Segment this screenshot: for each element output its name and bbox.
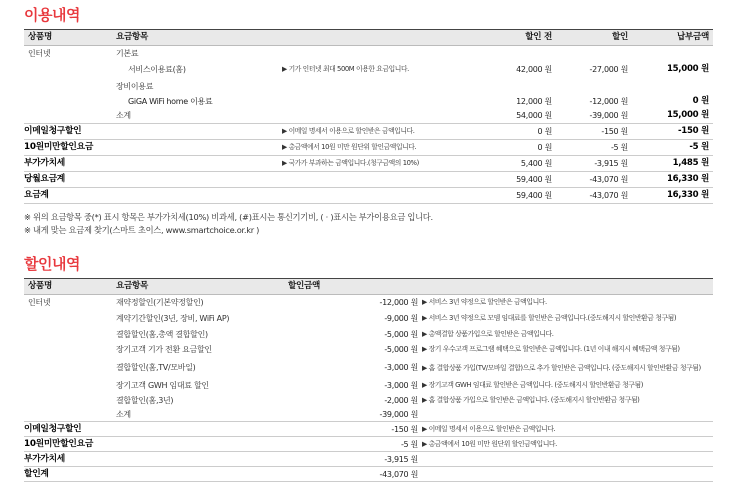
discount-section-title: 할인내역 [24,255,80,273]
discount-note: ▶ 총금액에서 10원 미만 원단위 할인금액입니다. [422,437,713,452]
item-label: 장비이용료 [116,81,154,91]
item-label [112,188,282,204]
table-row [24,140,713,156]
table-row [24,437,713,452]
item-label: 장기고객 GWH 임대료 할인 [116,380,209,390]
table-row-total [24,188,713,204]
discount-note: ▶ 서비스 3년 약정으로 할인받은 금액입니다. [422,297,547,306]
amount-before: 59,400 원 [490,172,556,188]
table-row [24,61,713,79]
amount-pay [632,46,713,61]
product-name [24,342,112,358]
col-header-product: 상품명 [24,279,112,295]
item-label [112,156,282,172]
item-label: 서비스이용료(홈) [128,65,186,74]
item-label: 소계 [112,109,282,124]
item-label: 결합할인(홈,TV/모바일) [116,363,196,372]
item-label: 소계 [112,408,262,422]
discount-note [422,408,713,422]
product-name: 부가가치세 [24,452,112,467]
usage-header-row [24,30,713,46]
amount-discount: -150 원 [556,124,632,140]
product-name [24,61,112,79]
product-name [24,94,112,109]
amount-before: 42,000 원 [516,65,552,74]
item-label: GiGA WiFi home 이용료 [128,96,213,106]
amount-pay: 1,485 원 [632,156,713,172]
amount-discount: -43,070 원 [556,188,632,204]
col-header-before: 할인 전 [490,30,556,46]
col-header-item: 요금항목 [112,279,262,295]
item-note: ▶ 이메일 명세서 이용으로 할인받은 금액입니다. [282,124,490,140]
product-name: 이메일청구할인 [24,124,112,140]
table-row [24,94,713,109]
product-name [24,393,112,408]
usage-note-line: ※ 내게 맞는 요금제 찾기(스마트 초이스, www.smartchoice.or.kr ) [24,225,260,235]
discount-amount: -9,000 원 [384,313,418,323]
col-header-item: 요금항목 [112,30,282,46]
product-name [24,310,112,327]
item-note: ▶ 총금액에서 10원 미만 원단위 할인금액입니다. [282,140,490,156]
discount-amount: -39,000 원 [262,408,422,422]
item-note [282,109,490,124]
amount-discount: -43,070 원 [556,172,632,188]
amount-before: 0 원 [490,140,556,156]
table-row [24,358,713,378]
amount-discount [556,46,632,61]
amount-pay: 16,330 원 [632,188,713,204]
amount-pay: 15,000 원 [632,109,713,124]
amount-pay: 16,330 원 [632,172,713,188]
discount-amount: -5,000 원 [384,345,418,354]
discount-amount: -43,070 원 [262,467,422,482]
item-label: 결합할인(홈,총액 결합할인) [116,329,208,339]
table-row-subtotal [24,408,713,422]
amount-before: 54,000 원 [490,109,556,124]
item-label [112,422,262,437]
table-row-total [24,467,713,482]
col-header-pay: 납부금액 [632,30,713,46]
item-note [282,46,490,61]
product-name [24,408,112,422]
table-row [24,156,713,172]
product-name: 인터넷 [28,297,51,307]
product-name [24,358,112,378]
table-row [24,295,713,310]
product-name [24,79,112,94]
amount-discount: -39,000 원 [556,109,632,124]
usage-section-title: 이용내역 [24,6,80,24]
discount-amount: -3,000 원 [384,363,418,372]
item-note [282,188,490,204]
amount-discount: -12,000 원 [589,96,628,106]
discount-note [422,467,713,482]
table-row [24,310,713,327]
item-label: 기본료 [116,48,139,58]
usage-table [24,29,713,204]
product-name: 10원미만할인요금 [24,140,112,156]
usage-note-line: ※ 위의 요금항목 중(*) 표시 항목은 부가가치세(10%) 비과세, (#)표시는 통신기기비, ( · )표시는 부가이용요금 입니다. [24,212,433,222]
product-name [24,327,112,342]
item-note [282,94,490,109]
amount-pay: -150 원 [632,124,713,140]
table-row [24,46,713,61]
product-name: 요금계 [24,188,112,204]
amount-discount: -3,915 원 [556,156,632,172]
discount-amount: -12,000 원 [379,297,418,307]
item-label: 재약정할인(기본약정할인) [116,297,204,307]
discount-note: ▶ 총액결합 상품가입으로 할인받은 금액입니다. [422,329,554,338]
product-name: 할인계 [24,467,112,482]
amount-discount: -27,000 원 [589,65,628,74]
table-row-subtotal [24,109,713,124]
col-header-note [282,30,490,46]
discount-amount: -5 원 [262,437,422,452]
col-header-discount: 할인 [556,30,632,46]
amount-before: 59,400 원 [490,188,556,204]
discount-note: ▶ 장기 우수고객 프로그램 혜택으로 할인받은 금액입니다. (1년 이내 해지시 혜택금액 청구됨) [422,345,680,353]
item-label [112,452,262,467]
amount-before: 0 원 [490,124,556,140]
amount-pay [632,79,713,94]
col-header-amount: 할인금액 [262,279,422,295]
discount-note: ▶ 장기고객 GWH 임대료 할인받은 금액입니다. (중도해지시 할인반환금 청구됨) [422,380,643,389]
product-name: 10원미만할인요금 [24,437,112,452]
table-row [24,342,713,358]
discount-note [422,452,713,467]
discount-amount: -150 원 [262,422,422,437]
product-name: 인터넷 [28,48,51,58]
amount-before: 5,400 원 [490,156,556,172]
usage-notes [24,211,433,237]
discount-note: ▶ 홈 결합상품 가입(TV/모바일 결합)으로 추가 할인받은 금액입니다. (중도해지시 할인반환금 청구됨) [422,363,701,372]
product-name [24,109,112,124]
amount-discount: -5 원 [556,140,632,156]
item-label [112,467,262,482]
discount-amount: -3,000 원 [384,380,418,390]
item-note [282,172,490,188]
table-row [24,393,713,408]
product-name [24,378,112,393]
discount-note: ▶ 홈 결합상품 가입으로 할인받은 금액입니다. (중도해지시 할인반환금 청구됨) [422,395,640,404]
table-row [24,378,713,393]
amount-pay: 0 원 [692,95,709,106]
discount-amount: -3,915 원 [262,452,422,467]
item-label: 결합할인(홈,3년) [116,395,174,405]
item-label [112,140,282,156]
table-row [24,452,713,467]
discount-note: ▶ 이메일 명세서 이용으로 할인받은 금액입니다. [422,422,713,437]
table-row [24,422,713,437]
amount-pay: 15,000 원 [666,64,709,74]
table-row [24,327,713,342]
amount-before [490,46,556,61]
product-name: 당월요금계 [24,172,112,188]
amount-pay: -5 원 [632,140,713,156]
col-header-note [422,279,713,295]
table-row [24,172,713,188]
item-label [112,437,262,452]
product-name: 부가가치세 [24,156,112,172]
item-label: 장기고객 기가 전환 요금할인 [116,345,212,354]
discount-amount: -5,000 원 [384,329,418,339]
table-row [24,79,713,94]
table-row [24,124,713,140]
amount-before [490,79,556,94]
item-note [282,79,490,94]
amount-before: 12,000 원 [516,96,552,106]
col-header-product: 상품명 [24,30,112,46]
discount-header-row [24,279,713,295]
item-note: ▶ 기가 인터넷 최대 500M 이용한 요금입니다. [282,65,409,73]
item-label [112,172,282,188]
item-label: 계약기간할인(3년, 장비, WiFi AP) [116,313,230,323]
discount-table [24,278,713,482]
amount-discount [556,79,632,94]
item-note: ▶ 국가가 부과하는 금액입니다.(청구금액의 10%) [282,156,490,172]
item-label [112,124,282,140]
product-name: 이메일청구할인 [24,422,112,437]
discount-amount: -2,000 원 [384,395,418,405]
discount-note: ▶ 서비스 3년 약정으로 모뎀 임대료를 할인받은 금액입니다.(중도해지시 할인반환금 청구됨) [422,313,677,322]
